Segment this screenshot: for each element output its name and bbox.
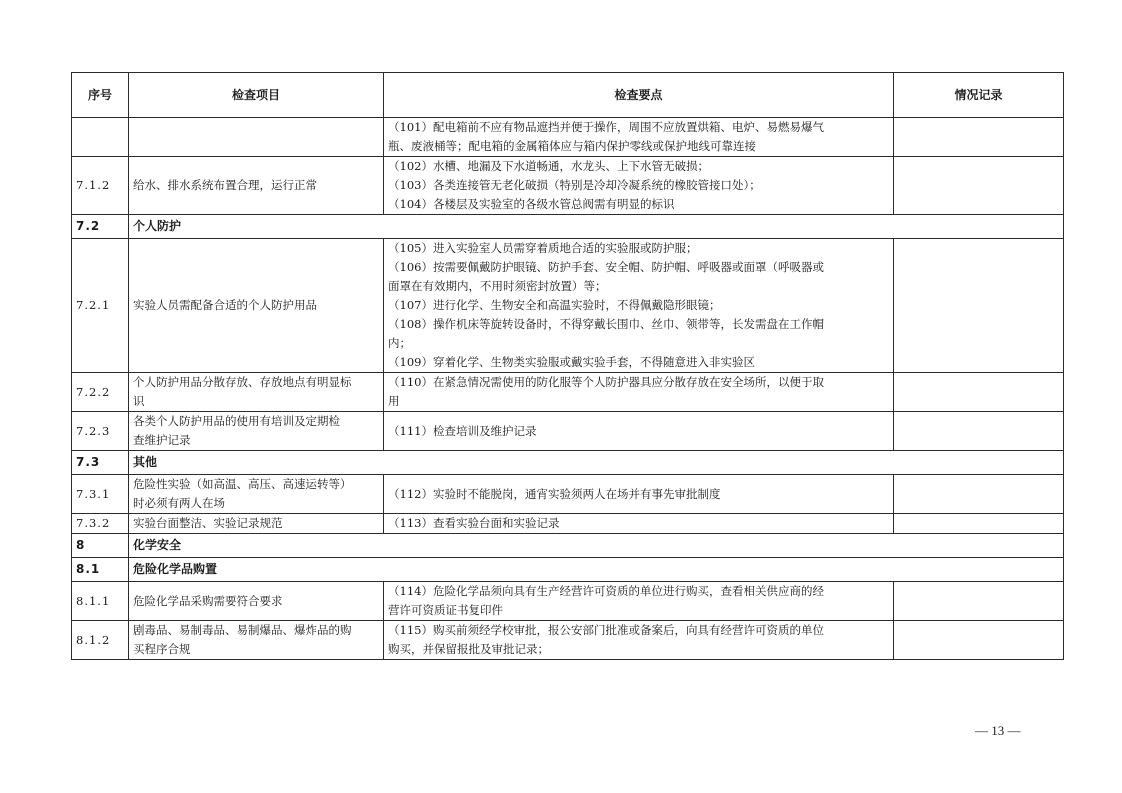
inspection-point-line: （114）危险化学品须向具有生产经营许可资质的单位进行购买，查看相关供应商的经 — [388, 584, 824, 598]
inspection-point — [384, 582, 894, 621]
table-header-row — [72, 73, 1064, 118]
item-number: 7.2.2 — [72, 373, 129, 412]
section-row — [72, 534, 1064, 558]
inspection-item — [129, 373, 384, 412]
record-cell[interactable] — [894, 118, 1064, 157]
inspection-point — [384, 373, 894, 412]
inspection-point-line: （106）按需要佩戴防护眼镜、防护手套、安全帽、防护帽、呼吸器或面罩（呼吸器或 — [388, 260, 824, 274]
inspection-point-line: （105）进入实验室人员需穿着质地合适的实验服或防护服； — [388, 241, 698, 255]
record-cell[interactable] — [894, 582, 1064, 621]
section-title: 个人防护 — [129, 215, 1064, 239]
record-cell[interactable] — [894, 514, 1064, 534]
inspection-item-line: 识 — [133, 394, 145, 408]
inspection-item-line: 时必须有两人在场 — [133, 496, 225, 510]
item-number: 7.3.1 — [72, 475, 129, 514]
item-number: 7.1.2 — [72, 157, 129, 215]
section-row — [72, 558, 1064, 582]
header-inspection-item: 检查项目 — [129, 73, 384, 118]
record-cell[interactable] — [894, 239, 1064, 373]
inspection-item-line: 买程序合规 — [133, 642, 191, 656]
inspection-item-line: 实验台面整洁、实验记录规范 — [133, 516, 283, 530]
inspection-point-line: 内； — [388, 336, 411, 350]
header-record: 情况记录 — [894, 73, 1064, 118]
inspection-item — [129, 412, 384, 451]
item-number: 7.2.1 — [72, 239, 129, 373]
inspection-point-line: （102）水槽、地漏及下水道畅通，水龙头、上下水管无破损； — [388, 159, 709, 173]
inspection-point-line: （104）各楼层及实验室的各级水管总阀需有明显的标识 — [388, 197, 675, 211]
inspection-point — [384, 157, 894, 215]
table-row — [72, 475, 1064, 514]
table-row — [72, 582, 1064, 621]
inspection-item — [129, 621, 384, 660]
section-number: 8 — [72, 534, 129, 558]
inspection-item-line: 各类个人防护用品的使用有培训及定期检 — [133, 414, 340, 428]
table-row — [72, 157, 1064, 215]
header-serial-number: 序号 — [72, 73, 129, 118]
inspection-point — [384, 475, 894, 514]
inspection-point-line: （101）配电箱前不应有物品遮挡并便于操作，周围不应放置烘箱、电炉、易燃易爆气 — [388, 120, 824, 134]
table-row — [72, 118, 1064, 157]
record-cell[interactable] — [894, 621, 1064, 660]
inspection-item-line: 危险化学品采购需要符合要求 — [133, 593, 283, 608]
page-number: — 13 — — [975, 723, 1021, 738]
inspection-item — [129, 582, 384, 621]
table-row — [72, 373, 1064, 412]
inspection-point-line: （107）进行化学、生物安全和高温实验时，不得佩戴隐形眼镜； — [388, 298, 721, 312]
inspection-point-line: 营许可资质证书复印件 — [388, 603, 503, 617]
inspection-item — [129, 514, 384, 534]
section-number: 8.1 — [72, 558, 129, 582]
inspection-item — [129, 157, 384, 215]
header-inspection-points: 检查要点 — [384, 73, 894, 118]
inspection-item-line: 给水、排水系统布置合理，运行正常 — [133, 178, 317, 192]
inspection-item-line: 剧毒品、易制毒品、易制爆品、爆炸品的购 — [133, 623, 352, 637]
record-cell[interactable] — [894, 412, 1064, 451]
item-number: 7.2.3 — [72, 412, 129, 451]
inspection-point-line: （110）在紧急情况需使用的防化服等个人防护器具应分散存放在安全场所，以便于取 — [388, 375, 824, 389]
table-row — [72, 621, 1064, 660]
section-number: 7.2 — [72, 215, 129, 239]
record-cell[interactable] — [894, 373, 1064, 412]
record-cell[interactable] — [894, 157, 1064, 215]
inspection-point — [384, 412, 894, 451]
table-row — [72, 514, 1064, 534]
item-number: 8.1.2 — [72, 621, 129, 660]
table-body — [72, 118, 1064, 660]
item-number: 8.1.1 — [72, 582, 129, 621]
inspection-point — [384, 118, 894, 157]
inspection-point-line: （108）操作机床等旋转设备时，不得穿戴长围巾、丝巾、领带等，长发需盘在工作帽 — [388, 317, 824, 331]
inspection-item-line: 危险性实验（如高温、高压、高速运转等） — [133, 477, 352, 491]
inspection-point-line: （111）检查培训及维护记录 — [388, 423, 537, 438]
inspection-point-line: （112）实验时不能脱岗，通宵实验须两人在场并有事先审批制度 — [388, 486, 721, 501]
section-title: 化学安全 — [129, 534, 1064, 558]
inspection-point — [384, 514, 894, 534]
item-number — [72, 118, 129, 157]
section-number: 7.3 — [72, 451, 129, 475]
section-row — [72, 215, 1064, 239]
inspection-point-line: （115）购买前须经学校审批，报公安部门批准或备案后，向具有经营许可资质的单位 — [388, 623, 824, 637]
inspection-item — [129, 239, 384, 373]
record-cell[interactable] — [894, 475, 1064, 514]
inspection-item-line: 实验人员需配备合适的个人防护用品 — [133, 298, 317, 312]
inspection-item-line: 个人防护用品分散存放、存放地点有明显标 — [133, 375, 352, 389]
inspection-item-line: 查维护记录 — [133, 433, 191, 447]
inspection-point-line: 购买，并保留报批及审批记录； — [388, 642, 549, 656]
inspection-point — [384, 621, 894, 660]
inspection-item — [129, 118, 384, 157]
section-row — [72, 451, 1064, 475]
inspection-point-line: 面罩在有效期内，不用时须密封放置）等； — [388, 279, 607, 293]
section-title: 危险化学品购置 — [129, 558, 1064, 582]
item-number: 7.3.2 — [72, 514, 129, 534]
inspection-point-line: 瓶、废液桶等；配电箱的金属箱体应与箱内保护零线或保护地线可靠连接 — [388, 139, 756, 153]
inspection-point-line: （103）各类连接管无老化破损（特别是冷却冷凝系统的橡胶管接口处）； — [388, 178, 761, 192]
table-row — [72, 412, 1064, 451]
inspection-point-line: （109）穿着化学、生物类实验服或戴实验手套，不得随意进入非实验区 — [388, 355, 755, 369]
inspection-point-line: 用 — [388, 394, 400, 408]
inspection-item — [129, 475, 384, 514]
inspection-point-line: （113）查看实验台面和实验记录 — [388, 516, 560, 530]
table-row — [72, 239, 1064, 373]
inspection-point — [384, 239, 894, 373]
inspection-table — [71, 72, 1064, 660]
section-title: 其他 — [129, 451, 1064, 475]
